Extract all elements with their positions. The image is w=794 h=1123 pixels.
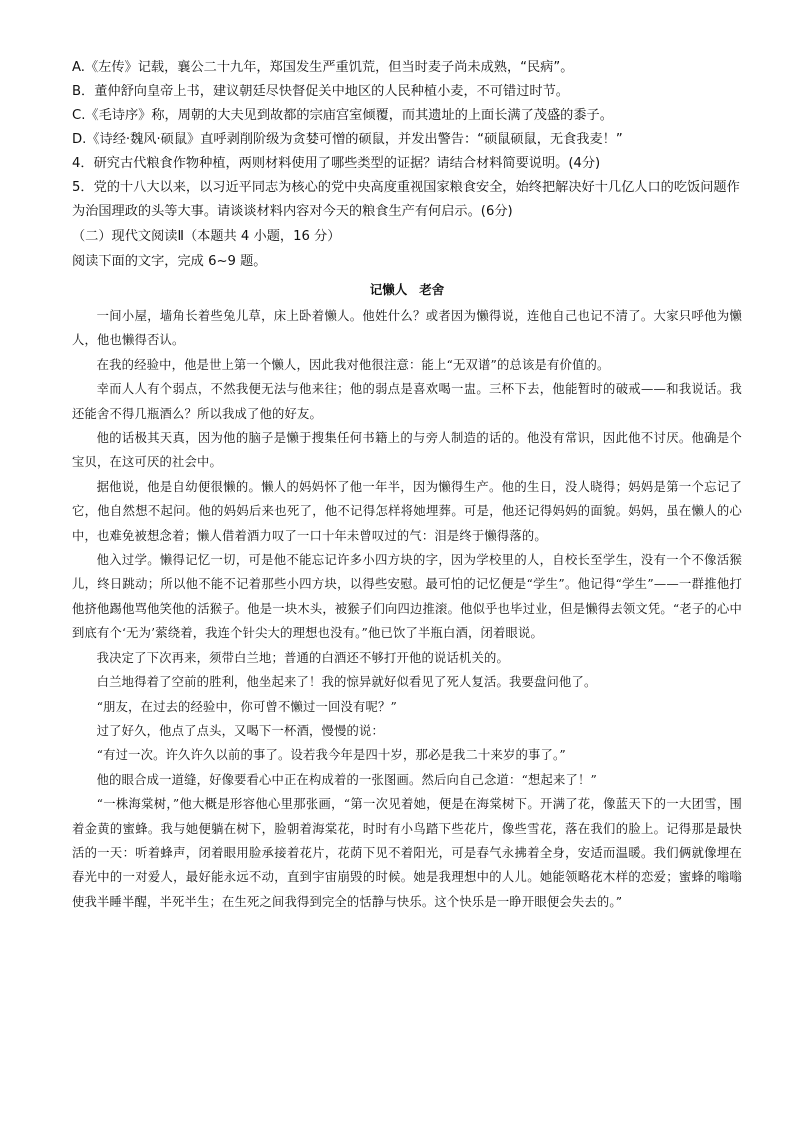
question-4: 4．研究古代粮食作物种植，两则材料使用了哪些类型的证据？请结合材料简要说明。(4分) <box>72 156 601 171</box>
essay-paragraph: 他的眼合成一道缝，好像要看心中正在构成着的一张图画。然后向自己念道：“想起来了！” <box>96 772 597 787</box>
essay-author: 老舍 <box>419 282 445 297</box>
questions-block <box>72 152 742 224</box>
essay-paragraph: 我决定了下次再来，须带白兰地；普通的白酒还不够打开他的说话机关的。 <box>96 650 509 665</box>
section-instruction: 阅读下面的文字，完成 6~9 题。 <box>72 254 267 269</box>
essay-paragraph: 白兰地得着了空前的胜利，他坐起来了！我的惊异就好似看见了死人复活。我要盘问他了。 <box>96 675 597 690</box>
option-d: D.《诗经·魏风·硕鼠》直呼剥削阶级为贪婪可憎的硕鼠，并发出警告：“硕鼠硕鼠，无食我麦！” <box>72 132 623 147</box>
section-heading: （二）现代文阅读Ⅱ（本题共 4 小题，16 分） <box>72 229 341 244</box>
option-b: B．董仲舒向皇帝上书，建议朝廷尽快督促关中地区的人民种植小麦，不可错过时节。 <box>72 84 569 99</box>
essay-paragraph: 他的话极其天真，因为他的脑子是懒于搜集任何书籍上的与旁人制造的话的。他没有常识，因此他不讨厌。他确是个宝贝，在这可厌的社会中。 <box>72 431 742 470</box>
options-block <box>72 56 742 152</box>
essay-paragraph: “有过一次。许久许久以前的事了。设若我今年是四十岁，那必是我二十来岁的事了。” <box>96 748 566 763</box>
essay-paragraph: 他入过学。懒得记忆一切，可是他不能忘记许多小四方块的字，因为学校里的人，自校长至学生，没有一个不像活猴儿，终日跳动；所以他不能不记着那些小四方块，以得些安慰。最可怕的记忆便是“学生”。他记得“学生”——一群推他打他挤他踢他骂他笑他的活猴子。他是一块木头，被猴子们向四边推滚。他似乎也毕过业，但是懒得去领文凭。“老子的心中到底有个‘无为’萦绕着，我连个针尖大的理想也没有。”他已饮了半瓶白酒，闭着眼说。 <box>72 553 742 641</box>
essay-paragraph: 过了好久，他点了点头，又喝下一杯酒，慢慢的说： <box>96 723 385 738</box>
essay-paragraph: 据他说，他是自幼便很懒的。懒人的妈妈怀了他一年半，因为懒得生产。他的生日，没人晓得；妈妈是第一个忘记了它，他自然想不起问。他的妈妈后来也死了，他不记得怎样将她埋葬。可是，他还记得妈妈的面貌。妈妈，虽在懒人的心中，也难免被想念着；懒人借着酒力叹了一口十年未曾叹过的气：泪是终于懒得落的。 <box>72 479 742 543</box>
essay-paragraph: 幸而人人有个弱点，不然我便无法与他来往；他的弱点是喜欢喝一盅。三杯下去，他能暂时的破戒——和我说话。我还能舍不得几瓶酒么？所以我成了他的好友。 <box>72 382 742 421</box>
essay-paragraph: “朋友，在过去的经验中，你可曾不懒过一回没有呢？” <box>96 699 397 714</box>
option-c: C.《毛诗序》称，周朝的大夫见到故都的宗庙宫室倾覆，而其遗址的上面长满了茂盛的黍子。 <box>72 108 613 123</box>
essay-paragraph: 在我的经验中，他是世上第一个懒人，因此我对他很注意：能上“无双谱”的总该是有价值的。 <box>96 357 610 372</box>
option-a: A.《左传》记载，襄公二十九年，郑国发生严重饥荒，但当时麦子尚未成熟，“民病”。 <box>72 60 574 75</box>
essay-paragraph: “一株海棠树，”他大概是形容他心里那张画，“第一次见着她，便是在海棠树下。开满了花，像蓝天下的一大团雪，围着金黄的蜜蜂。我与她便躺在树下，脸朝着海棠花，时时有小鸟踏下些花片，像些雪花，落在我们的脸上。记得那是最快活的一天：听着蜂声，闭着眼用脸承接着花片，花荫下见不着阳光，可是春气永拂着全身，安适而温暖。我们俩就像埋在春光中的一对爱人，最好能永远不动，直到宇宙崩毁的时候。她是我理想中的人儿。她能领略花木样的恋爱；蜜蜂的嗡嗡使我半睡半醒，半死半生；在生死之间我得到完全的恬静与快乐。这个快乐是一睁开眼便会失去的。” <box>72 797 742 909</box>
essay-title-line <box>72 276 742 304</box>
essay-paragraph: 一间小屋，墙角长着些兔儿草，床上卧着懒人。他姓什么？或者因为懒得说，连他自己也记不清了。大家只呼他为懒人，他也懒得否认。 <box>72 309 742 348</box>
essay-title: 记懒人 <box>369 282 408 297</box>
essay-body <box>72 304 742 914</box>
question-5: 5．党的十八大以来，以习近平同志为核心的党中央高度重视国家粮食安全，始终把解决好十几亿人口的吃饭问题作为治国理政的头等大事。请谈谈材料内容对今天的粮食生产有何启示。(6分) <box>72 180 740 219</box>
